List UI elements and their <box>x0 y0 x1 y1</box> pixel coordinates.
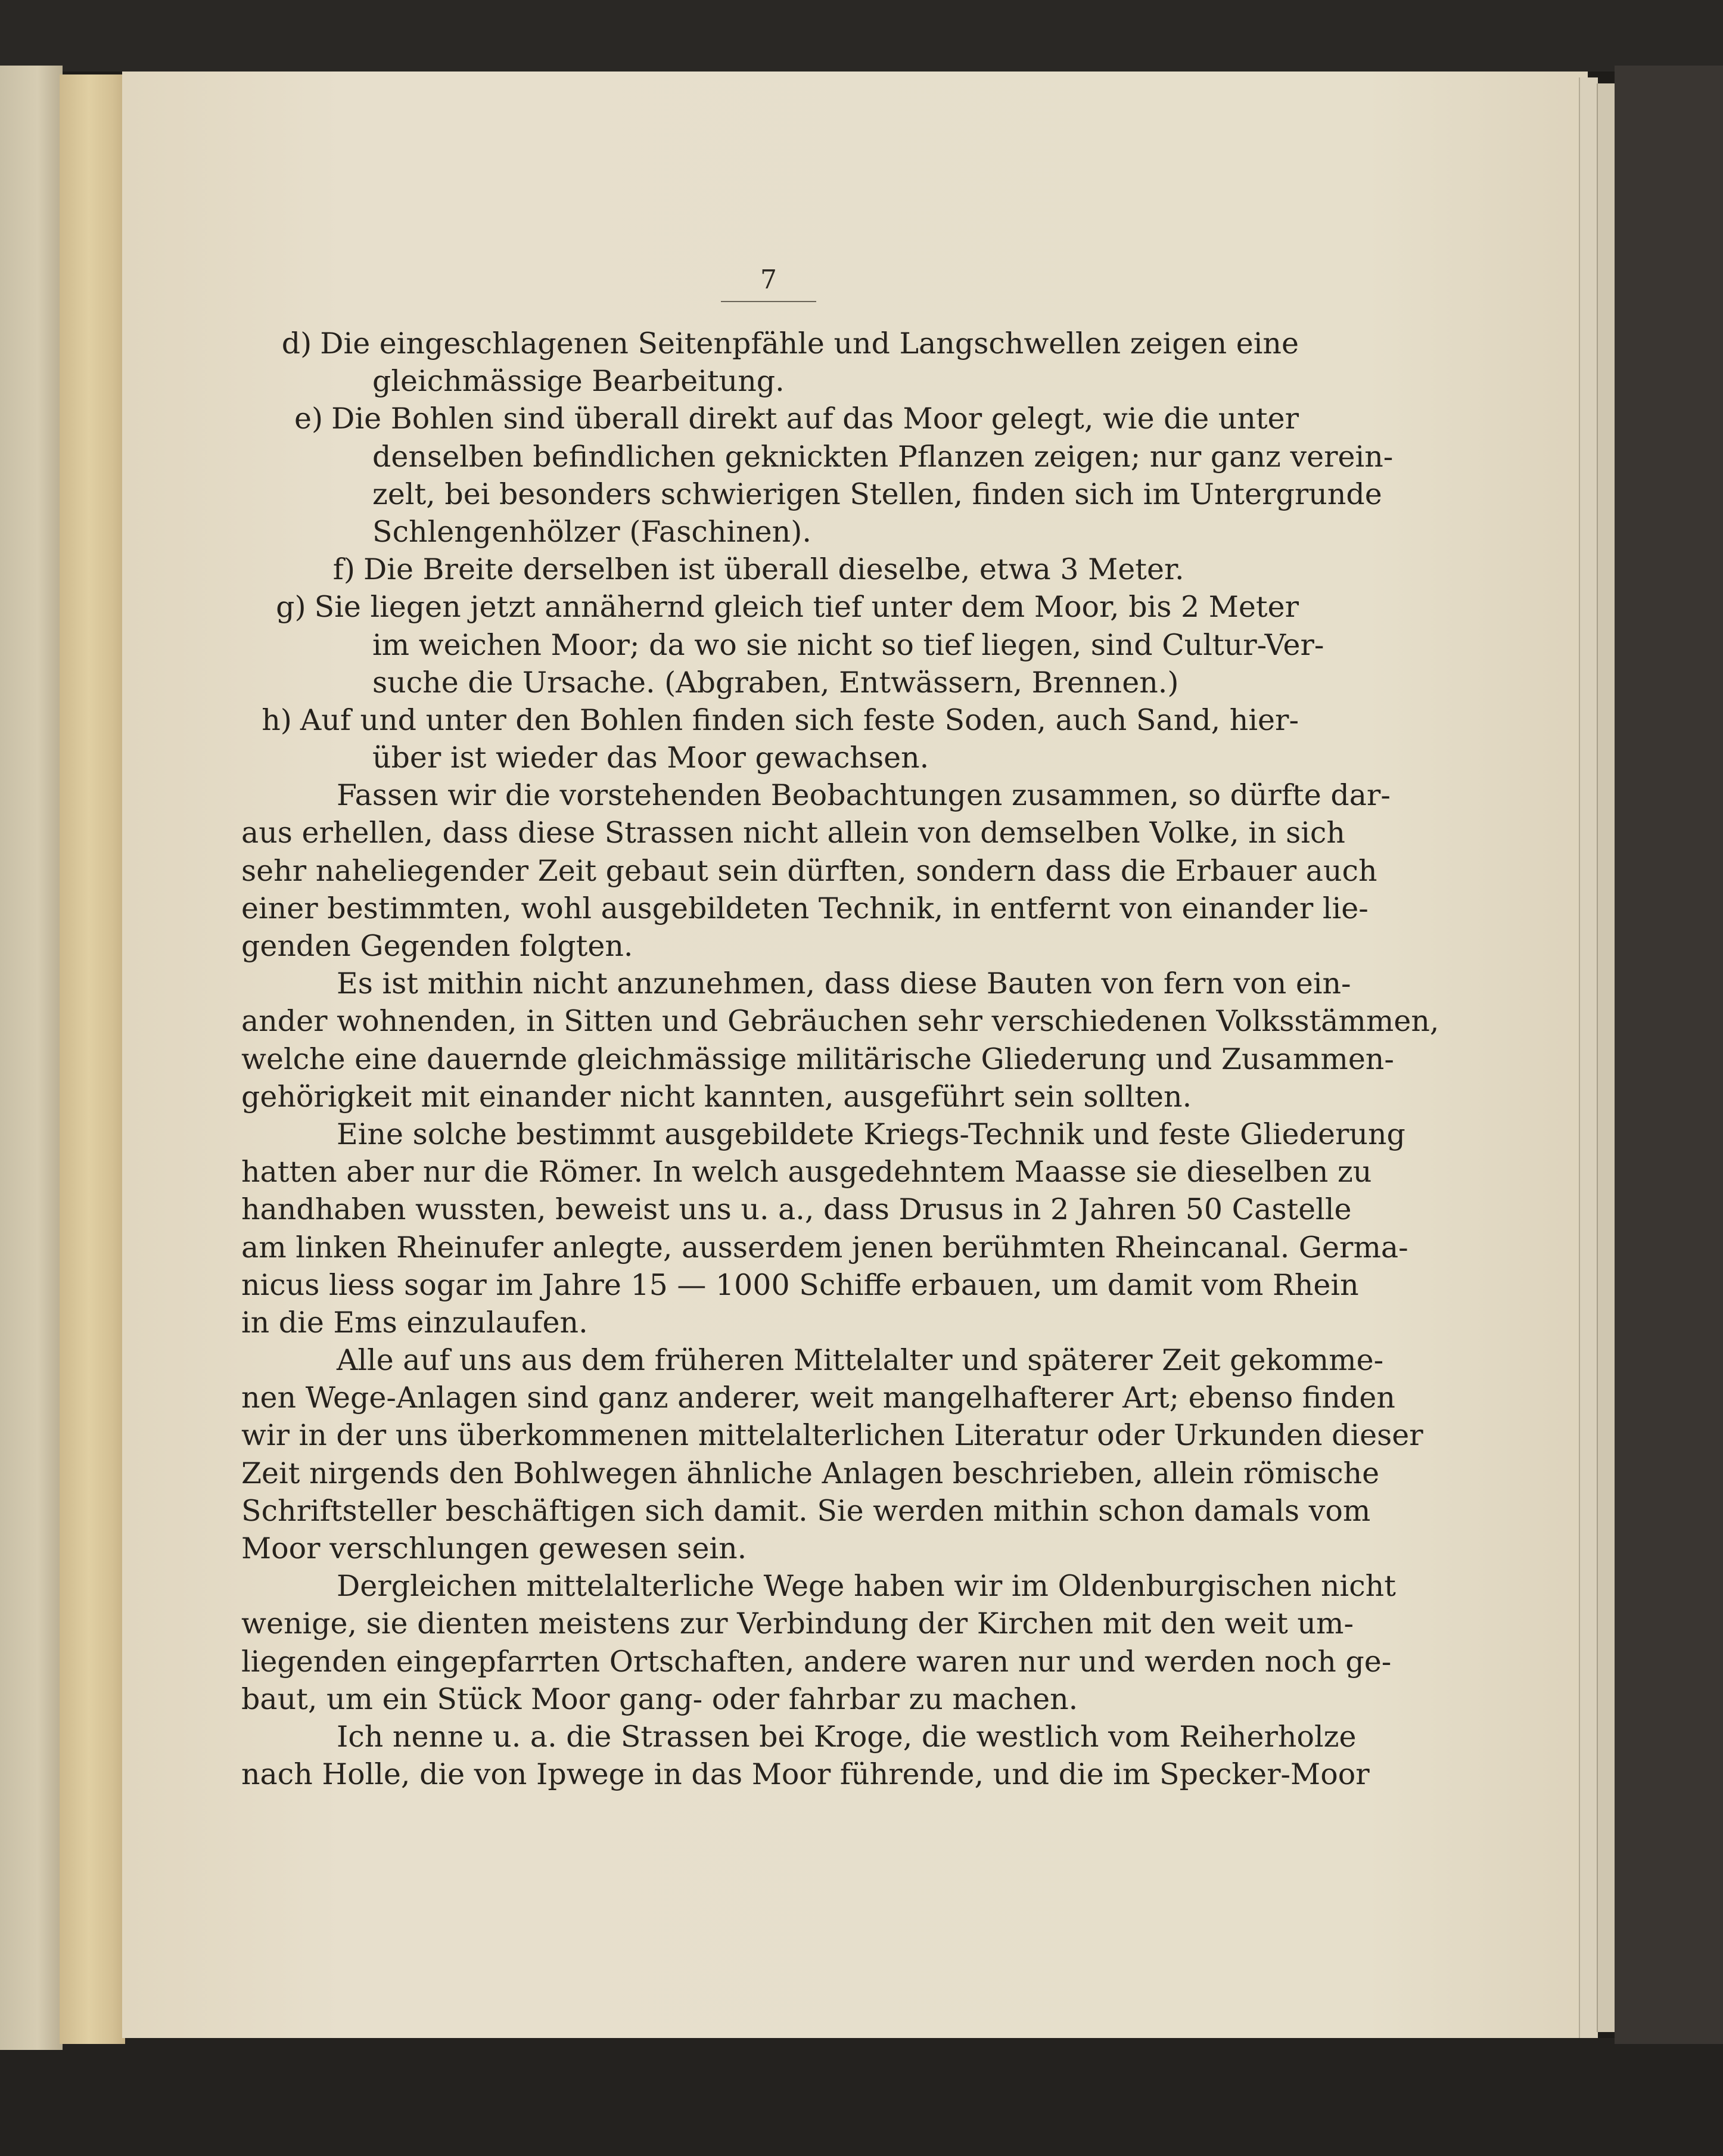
text-line: Schlengenhölzer (Faschinen). <box>372 514 811 549</box>
text-line: Die Breite derselben ist überall dieselbe, etwa 3 Meter. <box>363 552 1184 587</box>
text-line: Schriftsteller beschäftigen sich damit. Sie werden mithin schon damals vom <box>241 1493 1371 1528</box>
list-item-d <box>241 325 1299 362</box>
text-line: denselben befindlichen geknickten Pflanzen zeigen; nur ganz verein- <box>372 439 1394 474</box>
list-label: f) <box>332 552 355 587</box>
page-edge <box>1579 77 1598 2038</box>
body-text <box>241 325 1439 1793</box>
text-line: Zeit nirgends den Bohlwegen ähnliche Anlagen beschrieben, allein römische <box>241 1456 1380 1490</box>
text-line: über ist wieder das Moor gewachsen. <box>372 741 929 775</box>
text-line: genden Gegenden folgten. <box>241 929 633 963</box>
page-number: 7 <box>760 265 777 295</box>
text-line: nicus liess sogar im Jahre 15 — 1000 Schiffe erbauen, um damit vom Rhein <box>241 1267 1359 1302</box>
book-gutter <box>60 74 125 2044</box>
text-line: wir in der uns überkommenen mittelalterlichen Literatur oder Urkunden dieser <box>241 1418 1423 1453</box>
text-line: liegenden eingepfarrten Ortschaften, andere waren nur und werden noch ge- <box>241 1644 1392 1679</box>
left-facing-page-edge <box>0 66 63 2050</box>
text-line: in die Ems einzulaufen. <box>241 1305 588 1340</box>
text-line: ander wohnenden, in Sitten und Gebräuchen sehr verschiedenen Volksstämmen, <box>241 1004 1439 1039</box>
page-edge <box>1597 83 1616 2032</box>
text-line: einer bestimmten, wohl ausgebildeten Technik, in entfernt von einander lie- <box>241 891 1369 925</box>
text-line: Es ist mithin nicht anzunehmen, dass diese Bauten von fern von ein- <box>337 967 1351 1001</box>
text-line: sehr naheliegender Zeit gebaut sein dürften, sondern dass die Erbauer auch <box>241 853 1377 888</box>
list-label: h) <box>262 703 292 737</box>
list-item-e <box>241 400 1299 437</box>
text-line: wenige, sie dienten meistens zur Verbindung der Kirchen mit den weit um- <box>241 1607 1354 1641</box>
list-label: e) <box>294 402 324 436</box>
list-item-g <box>241 588 1299 626</box>
list-item-f <box>241 551 1299 588</box>
text-line: Moor verschlungen gewesen sein. <box>241 1531 747 1565</box>
text-line: Auf und unter den Bohlen finden sich feste Soden, auch Sand, hier- <box>300 703 1299 737</box>
text-line: hatten aber nur die Römer. In welch ausgedehntem Maasse sie dieselben zu <box>241 1155 1372 1189</box>
text-line: am linken Rheinufer anlegte, ausserdem jenen berühmten Rheincanal. Germa- <box>241 1230 1408 1265</box>
text-line: gleichmässige Bearbeitung. <box>372 364 785 399</box>
text-line: nen Wege-Anlagen sind ganz anderer, weit mangelhafterer Art; ebenso finden <box>241 1381 1395 1415</box>
book-cover-edge <box>1615 66 1723 2044</box>
text-line: welche eine dauernde gleichmässige militärische Gliederung und Zusammen- <box>241 1042 1394 1076</box>
text-line: handhaben wussten, beweist uns u. a., dass Drusus in 2 Jahren 50 Castelle <box>241 1192 1352 1227</box>
text-line: im weichen Moor; da wo sie nicht so tief liegen, sind Cultur-Ver- <box>372 627 1324 662</box>
text-line: zelt, bei besonders schwierigen Stellen, finden sich im Untergrunde <box>372 477 1382 511</box>
text-line: Sie liegen jetzt annähernd gleich tief unter dem Moor, bis 2 Meter <box>314 590 1299 625</box>
text-line: Eine solche bestimmt ausgebildete Kriegs-Technik und feste Gliederung <box>337 1117 1405 1151</box>
text-line: Die eingeschlagenen Seitenpfähle und Langschwellen zeigen eine <box>320 327 1299 361</box>
text-line: suche die Ursache. (Abgraben, Entwässern, Brennen.) <box>372 665 1179 700</box>
text-line: Dergleichen mittelalterliche Wege haben wir im Oldenburgischen nicht <box>337 1569 1396 1604</box>
text-line: baut, um ein Stück Moor gang- oder fahrbar zu machen. <box>241 1682 1078 1716</box>
list-label: d) <box>281 327 312 361</box>
list-item-h <box>241 701 1299 739</box>
text-line: nach Holle, die von Ipwege in das Moor führende, und die im Specker-Moor <box>241 1757 1370 1792</box>
text-line: Fassen wir die vorstehenden Beobachtungen zusammen, so dürfte dar- <box>337 778 1391 813</box>
list-label: g) <box>276 590 306 625</box>
scan-background-top <box>0 0 1723 72</box>
text-line: aus erhellen, dass diese Strassen nicht allein von demselben Volke, in sich <box>241 816 1345 850</box>
text-line: Alle auf uns aus dem früheren Mittelalter und späterer Zeit gekomme- <box>337 1343 1384 1378</box>
scan-background-bottom <box>0 2038 1723 2156</box>
text-line: Die Bohlen sind überall direkt auf das Moor gelegt, wie die unter <box>331 402 1299 436</box>
page-number-rule <box>721 301 816 302</box>
text-line: Ich nenne u. a. die Strassen bei Kroge, die westlich vom Reiherholze <box>337 1719 1357 1754</box>
text-line: gehörigkeit mit einander nicht kannten, ausgeführt sein sollten. <box>241 1079 1192 1114</box>
